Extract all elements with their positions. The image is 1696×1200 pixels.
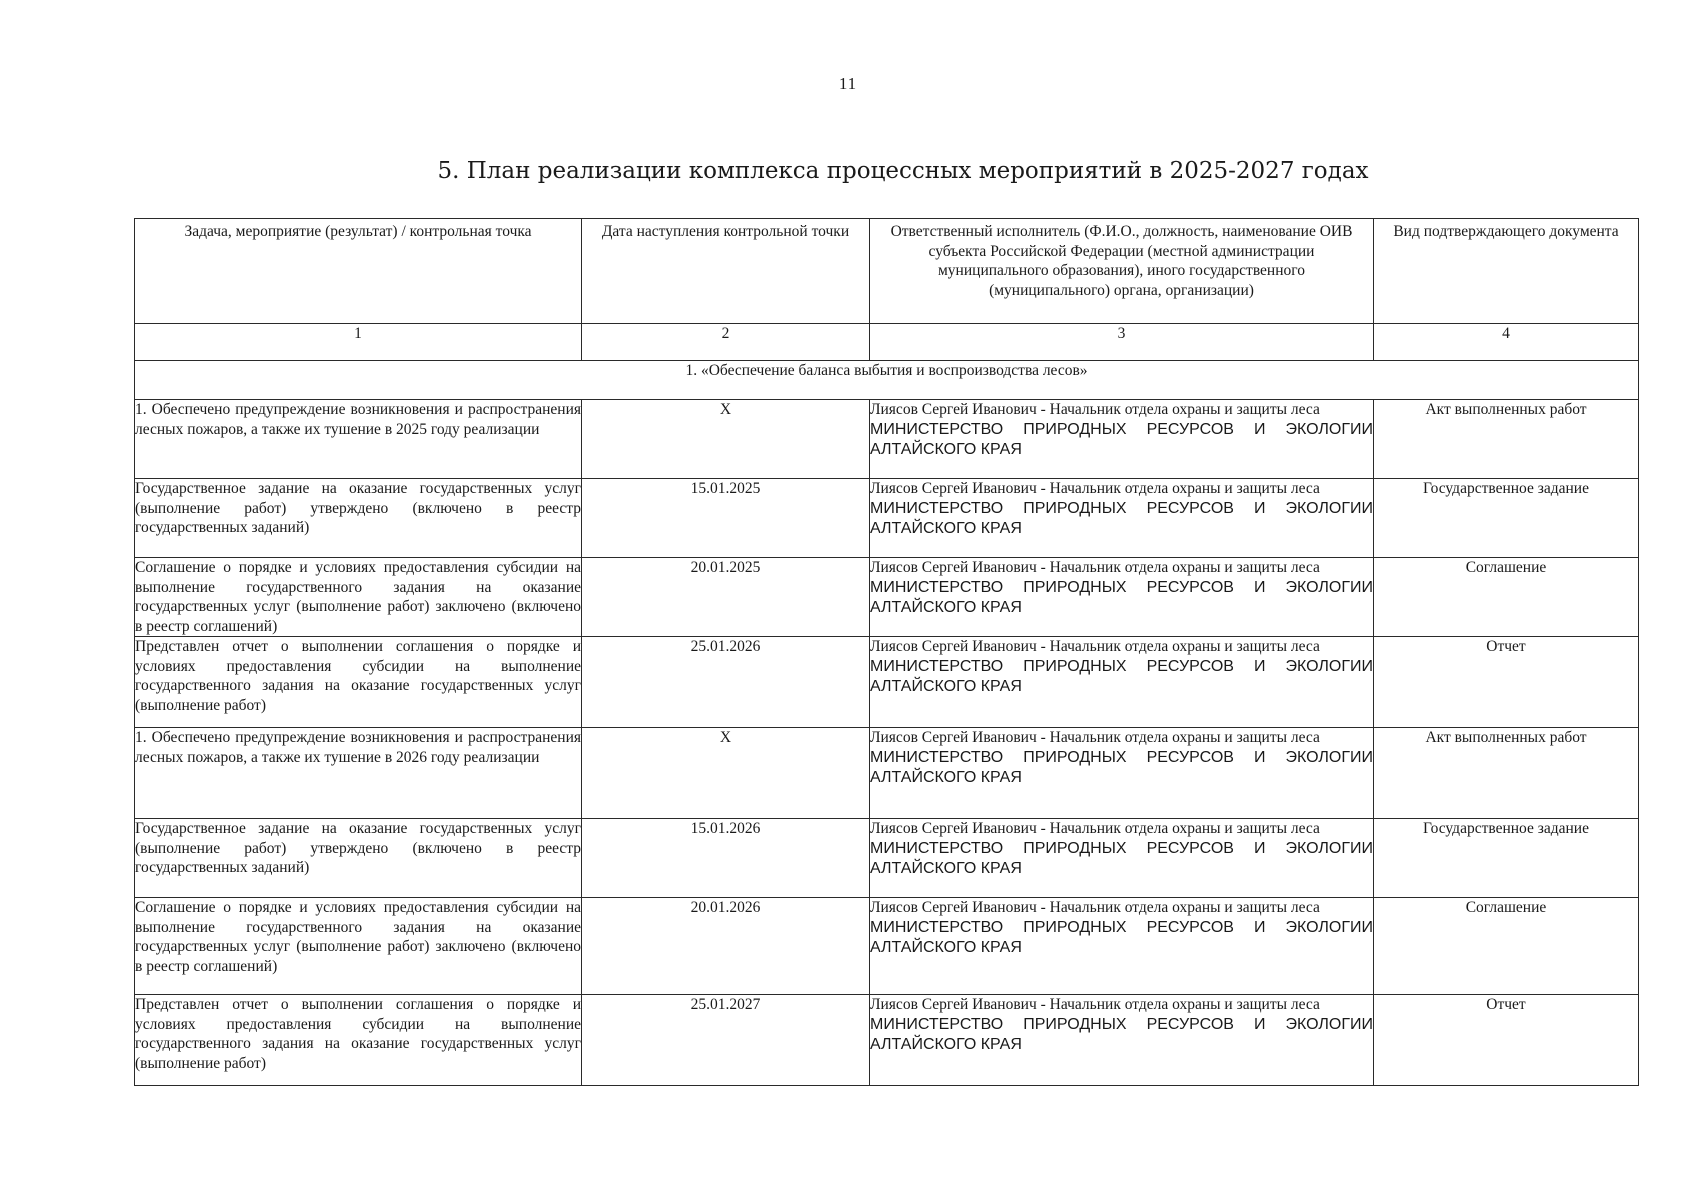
- column-number: 4: [1374, 324, 1639, 361]
- column-header-document: Вид подтверждающего документа: [1374, 219, 1639, 324]
- table-row: [135, 637, 1639, 728]
- page-title: 5. План реализации комплекса процессных мероприятий в 2025-2027 годах: [437, 158, 1369, 184]
- column-header-task: Задача, мероприятие (результат) / контрольная точка: [135, 219, 582, 324]
- document-cell: Государственное задание: [1374, 819, 1639, 898]
- table-row: [135, 728, 1639, 819]
- table-row: [135, 995, 1639, 1086]
- responsible-cell: [870, 558, 1374, 637]
- date-cell: 15.01.2025: [582, 479, 870, 558]
- responsible-org: МИНИСТЕРСТВО ПРИРОДНЫХ РЕСУРСОВ И ЭКОЛОГИИ АЛТАЙСКОГО КРАЯ: [870, 918, 1373, 956]
- responsible-cell: [870, 400, 1374, 479]
- task-cell: Государственное задание на оказание государственных услуг (выполнение работ) утверждено (включено в реестр государственных заданий): [135, 819, 582, 898]
- task-cell: Соглашение о порядке и условиях предоставления субсидии на выполнение государственного задания на оказание государственных услуг (выполнение работ) заключено (включено в реестр соглашений): [135, 898, 582, 995]
- responsible-cell: [870, 728, 1374, 819]
- section-row: [135, 361, 1639, 400]
- date-cell: 25.01.2027: [582, 995, 870, 1086]
- responsible-name: Лиясов Сергей Иванович - Начальник отдела охраны и защиты леса: [870, 729, 1320, 746]
- page-number: 11: [838, 74, 858, 93]
- responsible-name: Лиясов Сергей Иванович - Начальник отдела охраны и защиты леса: [870, 401, 1320, 418]
- table-row: [135, 400, 1639, 479]
- responsible-name: Лиясов Сергей Иванович - Начальник отдела охраны и защиты леса: [870, 820, 1320, 837]
- date-cell: 20.01.2025: [582, 558, 870, 637]
- responsible-cell: [870, 479, 1374, 558]
- responsible-org: МИНИСТЕРСТВО ПРИРОДНЫХ РЕСУРСОВ И ЭКОЛОГИИ АЛТАЙСКОГО КРАЯ: [870, 578, 1373, 616]
- task-cell: Представлен отчет о выполнении соглашения о порядке и условиях предоставления субсидии на выполнение государственного задания на оказание государственных услуг (выполнение работ): [135, 637, 582, 728]
- date-cell: 15.01.2026: [582, 819, 870, 898]
- task-cell: Представлен отчет о выполнении соглашения о порядке и условиях предоставления субсидии на выполнение государственного задания на оказание государственных услуг (выполнение работ): [135, 995, 582, 1086]
- date-cell: Х: [582, 400, 870, 479]
- task-cell: Соглашение о порядке и условиях предоставления субсидии на выполнение государственного задания на оказание государственных услуг (выполнение работ) заключено (включено в реестр соглашений): [135, 559, 581, 635]
- table-header-row: [135, 219, 1639, 324]
- document-cell: Соглашение: [1374, 558, 1639, 637]
- table-row: [135, 819, 1639, 898]
- responsible-name: Лиясов Сергей Иванович - Начальник отдела охраны и защиты леса: [870, 899, 1320, 916]
- document-cell: Государственное задание: [1374, 479, 1639, 558]
- document-cell: Акт выполненных работ: [1374, 400, 1639, 479]
- column-header-date: Дата наступления контрольной точки: [582, 219, 870, 324]
- responsible-org: МИНИСТЕРСТВО ПРИРОДНЫХ РЕСУРСОВ И ЭКОЛОГИИ АЛТАЙСКОГО КРАЯ: [870, 499, 1373, 537]
- document-cell: Отчет: [1374, 995, 1639, 1086]
- document-cell: Акт выполненных работ: [1374, 728, 1639, 819]
- document-cell: Соглашение: [1374, 898, 1639, 995]
- table-row: [135, 558, 1639, 637]
- column-number: 2: [582, 324, 870, 361]
- task-cell: Государственное задание на оказание государственных услуг (выполнение работ) утверждено (включено в реестр государственных заданий): [135, 479, 582, 558]
- responsible-cell: [870, 995, 1374, 1086]
- responsible-org: МИНИСТЕРСТВО ПРИРОДНЫХ РЕСУРСОВ И ЭКОЛОГИИ АЛТАЙСКОГО КРАЯ: [870, 839, 1373, 877]
- responsible-org: МИНИСТЕРСТВО ПРИРОДНЫХ РЕСУРСОВ И ЭКОЛОГИИ АЛТАЙСКОГО КРАЯ: [870, 1015, 1373, 1053]
- responsible-name: Лиясов Сергей Иванович - Начальник отдела охраны и защиты леса: [870, 996, 1320, 1013]
- table-row: [135, 479, 1639, 558]
- responsible-org: МИНИСТЕРСТВО ПРИРОДНЫХ РЕСУРСОВ И ЭКОЛОГИИ АЛТАЙСКОГО КРАЯ: [870, 657, 1373, 695]
- date-cell: 20.01.2026: [582, 898, 870, 995]
- responsible-cell: [870, 637, 1374, 728]
- document-cell: Отчет: [1374, 637, 1639, 728]
- column-number: 3: [870, 324, 1374, 361]
- task-cell: 1. Обеспечено предупреждение возникновения и распространения лесных пожаров, а также их тушение в 2025 году реализации: [135, 400, 582, 479]
- section-title: 1. «Обеспечение баланса выбытия и воспроизводства лесов»: [135, 361, 1639, 400]
- date-cell: Х: [582, 728, 870, 819]
- responsible-org: МИНИСТЕРСТВО ПРИРОДНЫХ РЕСУРСОВ И ЭКОЛОГИИ АЛТАЙСКОГО КРАЯ: [870, 420, 1373, 458]
- responsible-name: Лиясов Сергей Иванович - Начальник отдела охраны и защиты леса: [870, 480, 1320, 497]
- column-header-responsible: Ответственный исполнитель (Ф.И.О., должность, наименование ОИВ субъекта Российской Федерации (местной администрации муниципального образования), иного государственного (муниципального) органа, организации): [870, 219, 1374, 324]
- responsible-cell: [870, 819, 1374, 898]
- column-number: 1: [135, 324, 582, 361]
- date-cell: 25.01.2026: [582, 637, 870, 728]
- responsible-org: МИНИСТЕРСТВО ПРИРОДНЫХ РЕСУРСОВ И ЭКОЛОГИИ АЛТАЙСКОГО КРАЯ: [870, 748, 1373, 786]
- responsible-name: Лиясов Сергей Иванович - Начальник отдела охраны и защиты леса: [870, 638, 1320, 655]
- table-row: [135, 898, 1639, 995]
- plan-table: [134, 218, 1639, 1086]
- responsible-name: Лиясов Сергей Иванович - Начальник отдела охраны и защиты леса: [870, 559, 1320, 576]
- plan-table-body: [135, 219, 1639, 1086]
- task-cell: 1. Обеспечено предупреждение возникновения и распространения лесных пожаров, а также их тушение в 2026 году реализации: [135, 728, 582, 819]
- column-number-row: [135, 324, 1639, 361]
- responsible-cell: [870, 898, 1374, 995]
